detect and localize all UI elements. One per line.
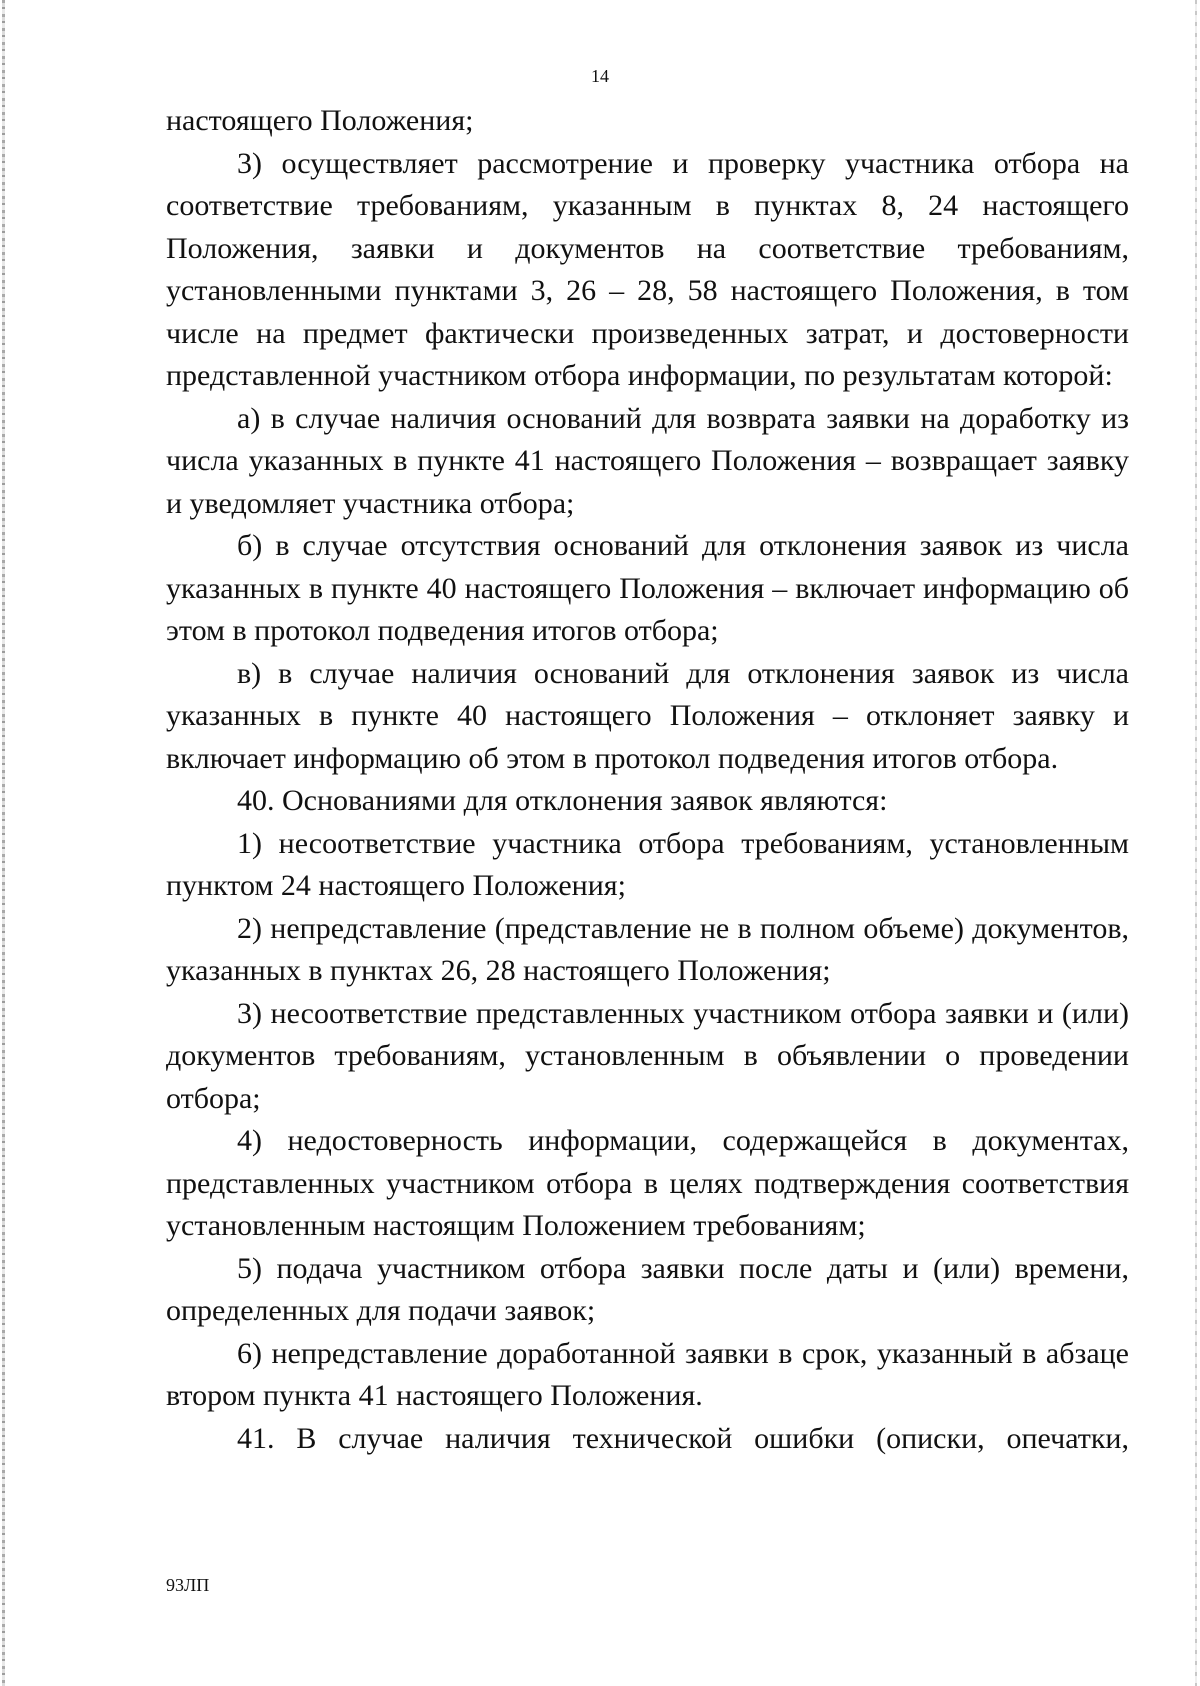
paragraph: 2) непредставление (представление не в полном объеме) документов, указанных в пунктах 26, 28 настоящего Положения;	[166, 911, 1129, 987]
paragraph: 41. В случае наличия технической ошибки (описки, опечатки,	[237, 1421, 1129, 1455]
paragraph: 4) недостоверность информации, содержащейся в документах, представленных участником отбора в целях подтверждения соответствия установленным настоящим Положением требованиям;	[166, 1124, 1129, 1242]
paragraph: 1) несоответствие участника отбора требованиям, установленным пунктом 24 настоящего Положения;	[166, 826, 1129, 902]
paragraph: б) в случае отсутствия оснований для отклонения заявок из числа указанных в пункте 40 настоящего Положения – включает информацию об этом в протокол подведения итогов отбора;	[166, 529, 1129, 647]
paragraph: а) в случае наличия оснований для возврата заявки на доработку из числа указанных в пункте 41 настоящего Положения – возвращает заявку и уведомляет участника отбора;	[166, 401, 1129, 520]
scan-edge-right	[1195, 0, 1197, 1686]
paragraph: настоящего Положения;	[166, 104, 474, 137]
scan-edge-left	[2, 0, 5, 1686]
footer-document-code: 93ЛП	[166, 1575, 210, 1595]
paragraph: в) в случае наличия оснований для отклонения заявок из числа указанных в пункте 40 настоящего Положения – отклоняет заявку и включает информацию об этом в протокол подведения итогов отбора.	[166, 656, 1129, 775]
page-number: 14	[591, 66, 609, 86]
paragraph: 6) непредставление доработанной заявки в срок, указанный в абзаце втором пункта 41 настоящего Положения.	[166, 1336, 1129, 1412]
paragraph: 5) подача участником отбора заявки после даты и (или) времени, определенных для подачи заявок;	[166, 1251, 1129, 1327]
document-body	[166, 100, 1129, 1460]
paragraph: 40. Основаниями для отклонения заявок являются:	[237, 784, 888, 817]
paragraph: 3) несоответствие представленных участником отбора заявки и (или) документов требованиям, установленным в объявлении о проведении отбора;	[166, 996, 1129, 1115]
paragraph: 3) осуществляет рассмотрение и проверку участника отбора на соответствие требованиям, указанным в пунктах 8, 24 настоящего Положения, заявки и документов на соответствие требованиям, установленными пунктами 3, 26 – 28, 58 настоящего Положения, в том числе на предмет фактически произведенных затрат, и достоверности представленной участником отбора информации, по результатам которой:	[166, 146, 1129, 392]
